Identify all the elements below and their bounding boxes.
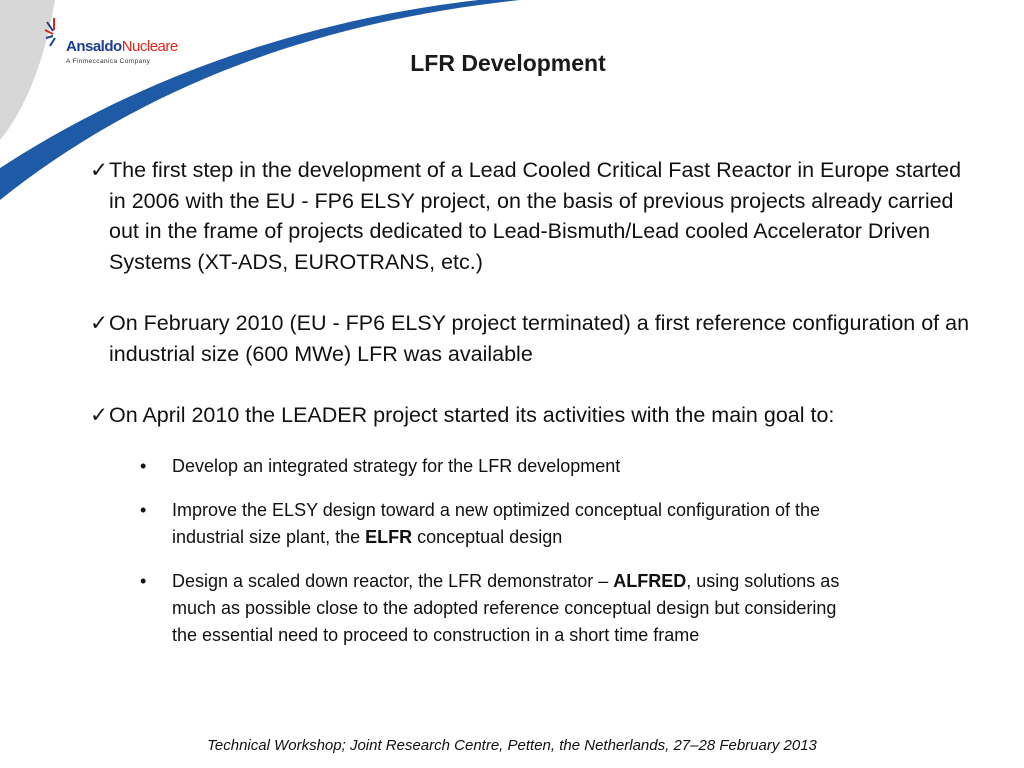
goal-text-post: conceptual design: [412, 526, 563, 547]
goal-highlight-elfr: ELFR: [365, 526, 413, 547]
check-point-3: [90, 400, 970, 431]
footer-text: Technical Workshop; Joint Research Centre, Petten, the Netherlands, 27–28 February 2013: [207, 737, 817, 754]
slide-body: [90, 155, 970, 666]
check-point-text: On April 2010 the LEADER project started its activities with the main goal to:: [109, 403, 835, 427]
logo-tagline: A Finmeccanica Company: [66, 58, 151, 65]
bullet-icon: •: [140, 499, 147, 520]
goal-item-1: [90, 453, 862, 480]
bullet-icon: •: [140, 570, 147, 591]
goal-text: Develop an integrated strategy for the LFR development: [172, 455, 621, 476]
goal-highlight-alfred: ALFRED: [613, 570, 687, 591]
goal-text-post: , using solutions as much as possible close to the adopted reference conceptual design but considering the essential need to proceed to construction in a short time frame: [172, 570, 840, 645]
goal-text-pre: Improve the ELSY design toward a new optimized conceptual configuration of the industrial size plant, the: [172, 499, 821, 547]
check-point-1: [90, 155, 970, 277]
logo-name-part2: Nucleare: [121, 38, 178, 55]
goal-list: [90, 453, 970, 649]
slide-title: LFR Development: [410, 50, 606, 76]
logo-name-part1: Ansaldo: [66, 38, 122, 55]
goal-text-pre: Design a scaled down reactor, the LFR demonstrator –: [172, 570, 614, 591]
checkmark-icon: ✓: [90, 311, 109, 335]
check-point-text: On February 2010 (EU - FP6 ELSY project terminated) a first reference configuration of an industrial size (600 MWe) LFR was available: [109, 311, 970, 366]
goal-item-2: [90, 497, 862, 551]
checkmark-icon: ✓: [90, 403, 109, 427]
bullet-icon: •: [140, 455, 147, 476]
goal-item-3: [90, 568, 862, 649]
check-point-text: The first step in the development of a Lead Cooled Critical Fast Reactor in Europe started in 2006 with the EU - FP6 ELSY project, on the basis of previous projects already carried out in the frame of projects dedicated to Lead-Bismuth/Lead cooled Accelerator Driven Systems (XT-ADS, EUROTRANS, etc.): [109, 158, 962, 274]
check-point-2: [90, 308, 970, 369]
checkmark-icon: ✓: [90, 158, 109, 182]
